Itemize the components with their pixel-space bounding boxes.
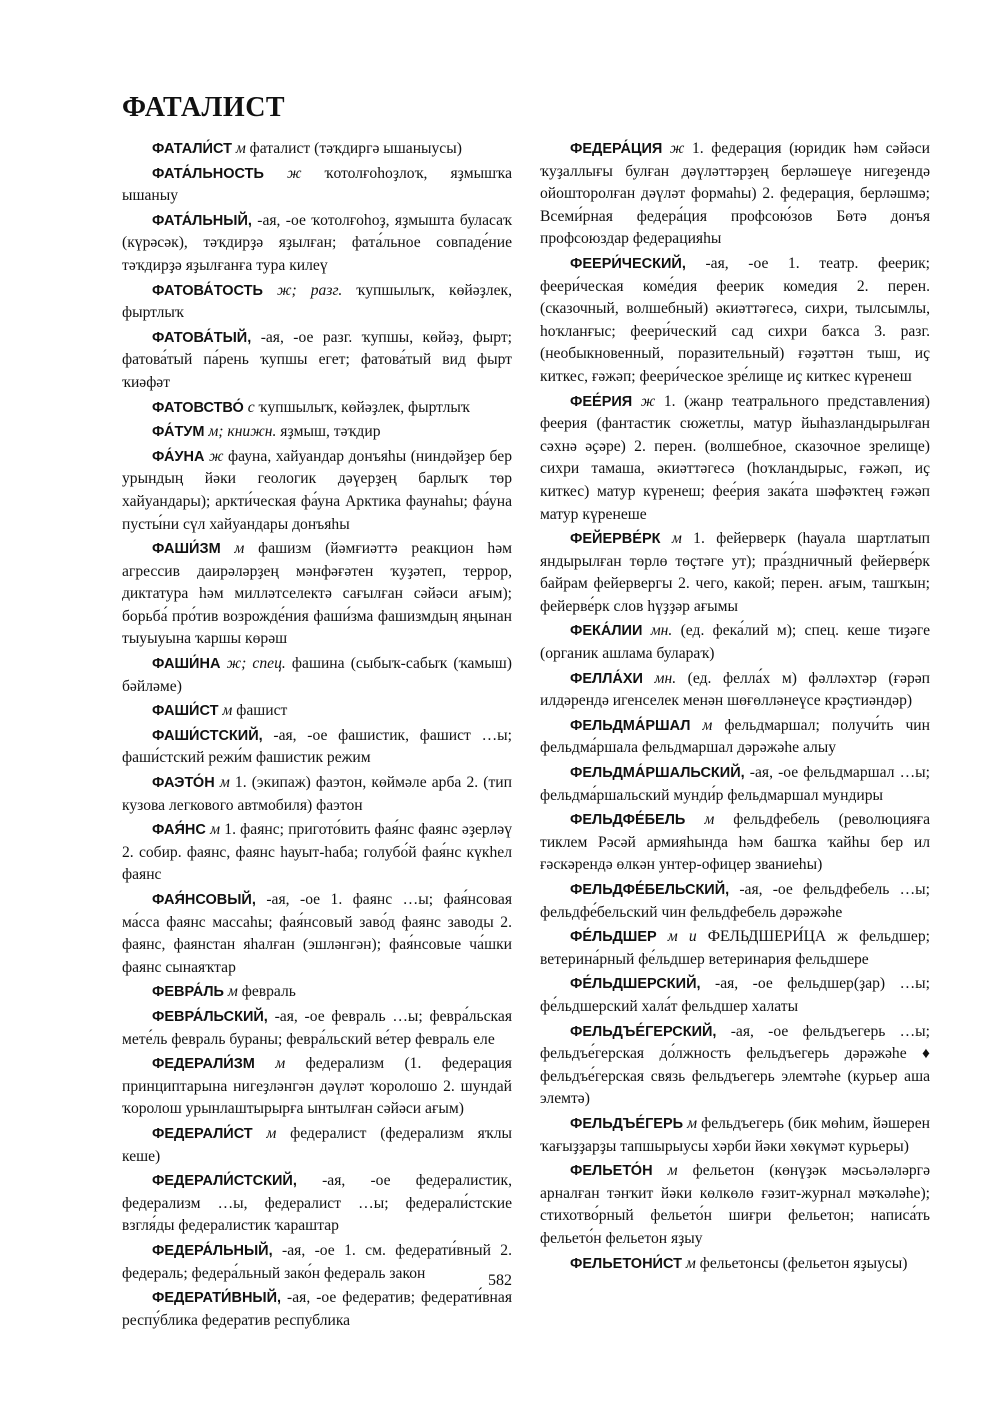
entry-text: фауна, хайуандар донъяһы (ниндәйҙер бер урындың йәки геологик дәүерҙең барлыҡ төр хайуандары); аркти́ческая фа́уна Арктика фаунаһы; фа́уна пусты́ни сүл хайуандары донъяһы — [122, 447, 512, 533]
dictionary-entry — [122, 981, 512, 1004]
entry-text: 1. (жанр театрального представления) феерия (фантастик сюжетлы, матур йыһазландырылған сәхнә әҫәре) 2. перен. (волшебное, сказочное зрелище) сихри тамаша, әкиәттәгесә (һоҡландырыс, ғәжәп, иҫ киткес) матур күренеш; фее́рия зака́та шәфәҡтең ғәжәп матур күренеше — [540, 392, 930, 523]
dictionary-entry — [122, 653, 512, 698]
dictionary-entry — [540, 620, 930, 665]
entry-headword: ФЕЛЬДФЕ́БЕЛЬСКИЙ, — [570, 882, 730, 898]
entry-headword: ФА́УНА — [152, 448, 205, 465]
entry-text: фельетон (көнүҙәк мәсьәләләргә арналған тәнҡит йәки көлкөлө ғәзит-журнал мәҡәләһе); стихотво́рный фельето́н шиғри фельетон; написа́ть фельето́н фельетон яҙыу — [540, 1162, 930, 1247]
entry-label: м — [235, 140, 246, 157]
entry-text: -ая, -ое фельдфебель …ы; фельдфе́бельский чин фельдфебель дәрәжәһе — [540, 881, 930, 921]
page-header: ФАТАЛИСТ — [122, 92, 286, 123]
dictionary-entry — [540, 253, 930, 389]
dictionary-entry — [540, 1113, 930, 1158]
entry-text: фаталист (тәҡдиргә ышаныусы) — [245, 140, 462, 157]
entry-headword: ФАШИ́НА — [152, 656, 221, 673]
entry-text: -ая, -ое 1. фаянс …ы; фая́нсовая ма́сса фаянс массаһы; фая́нсовый заво́д фаянс заводы 2. фаянс, фаянстан яһалған (эшләнгән); фая́нсовые ча́шки фаянс сынаяҡтар — [122, 891, 512, 976]
entry-label: м — [222, 702, 233, 720]
entry-text: фельдъегерь (бик мөһим, йәшерен ҡағыҙҙарҙы тапшырыусы хәрби йәки хөкүмәт курьеры) — [540, 1114, 930, 1155]
entry-text: -ая, -ое федералистик, федерализм …ы, федералист …ы; федерали́стские взгля́ды федералистик ҡараштар — [122, 1172, 512, 1235]
entry-headword: ФЕДЕРАЛИ́ЗМ — [152, 1056, 255, 1073]
entry-label: м — [227, 983, 238, 1001]
entry-text: февраль — [237, 983, 296, 1001]
dictionary-entry — [122, 1123, 512, 1168]
entry-text: 1. фейерверк (һауала шартлатып яндырылған төрлө төҫтәге ут); пра́здничный фейерве́рк байрам фейервергы 2. чего, какой; перен. ағым, ташҡын; фейерве́рк слов һүҙҙәр ағымы — [540, 530, 930, 615]
entry-headword: ФЕЛЛА́ХИ — [570, 670, 643, 687]
dictionary-entry — [122, 700, 512, 723]
entry-text: 1. федерация (юридик һәм сәйәси ҡуҙаллығы булған дәүләттәрҙең берләшеүе нигеҙендә ойошторолған дәүләт формаһы) 2. федерация, берләшмә; Всеми́рная федера́ция профсою́зов Бөтә донъя профсоюздар федерацияһы — [540, 140, 930, 248]
entry-label: м — [685, 1254, 696, 1272]
dictionary-entry — [540, 138, 930, 251]
entry-headword: ФЕЛЬДФЕ́БЕЛЬ — [570, 812, 686, 829]
entry-headword: ФЕ́ЛЬДШЕР — [570, 929, 657, 946]
dictionary-entry — [122, 446, 512, 536]
dictionary-entry — [540, 391, 930, 527]
entry-headword: ФАШИ́СТ — [152, 703, 219, 720]
entry-headword: ФА́ТУМ — [152, 424, 205, 441]
entry-label: м; книжн. — [208, 423, 277, 441]
entry-label: м — [687, 1114, 698, 1132]
dictionary-entry — [122, 1170, 512, 1238]
entry-label: м — [266, 1124, 277, 1142]
entry-text: фельдмаршал; получи́ть чин фельдма́ршала фельдмаршал дәрәжәһе алыу — [540, 716, 930, 757]
entry-headword: ФЕЛЬДЪЕ́ГЕРСКИЙ, — [570, 1023, 717, 1040]
entry-text: ҡотолғоһоҙлоҡ, яҙмышҡа ышаныу — [122, 164, 512, 205]
entry-label: м — [219, 774, 230, 792]
dictionary-entry — [540, 879, 930, 924]
entry-label: м — [210, 821, 221, 839]
entry-headword: ФАТОВА́ТОСТЬ — [152, 282, 263, 299]
entry-headword: ФАТОВСТВО́ — [152, 399, 244, 416]
entry-headword: ФЕКА́ЛИИ — [570, 623, 643, 640]
entry-headword: ФЕЛЬДЪЕ́ГЕРЬ — [570, 1115, 684, 1132]
entry-label: м — [704, 811, 715, 829]
entry-text: -ая, -ое фельдъегерь …ы; фельдъе́герская до́лжность фельдъегерь дәрәжәһе ♦ фельдъе́герская связь фельдъегерь элемтәһе (курьер аша элемтә) — [540, 1022, 930, 1108]
entry-label: м — [667, 1162, 678, 1180]
entry-label: м и — [667, 928, 697, 946]
right-column — [540, 138, 930, 1277]
entry-label: ж — [640, 392, 656, 410]
page-number: 582 — [488, 1272, 512, 1289]
entry-text: (ед. фека́лий м); спец. кеше тиҙәге (органик ашлама булараҡ) — [540, 622, 930, 663]
dictionary-entry — [122, 538, 512, 651]
entry-text: фашист — [232, 702, 288, 720]
entry-headword: ФЕДЕРА́ЦИЯ — [570, 141, 663, 157]
entry-label: ж; спец. — [226, 655, 286, 673]
entry-headword: ФЕВРА́ЛЬ — [152, 984, 224, 1001]
dictionary-entry — [122, 819, 512, 887]
entry-headword: ФЕДЕРА́ЛЬНЫЙ, — [152, 1242, 273, 1259]
entry-text: ҡупшылыҡ, көйәҙлек, фыртлыҡ — [254, 398, 470, 416]
entry-label: ж — [286, 164, 302, 182]
dictionary-entry — [540, 762, 930, 807]
dictionary-entry — [122, 210, 512, 278]
entry-text: 1. фаянс; пригото́вить фая́нс фаянс әҙерләү 2. собир. фаянс, фаянс һауыт-һаба; голубо́й фая́нс күкһел фаянс — [122, 821, 513, 884]
dictionary-entry — [540, 926, 930, 971]
dictionary-entry — [540, 973, 930, 1018]
entry-text: яҙмыш, тәҡдир — [276, 423, 381, 441]
entry-text: -ая, -ое февраль …ы; февра́льская мете́ль февраль бураны; февра́льский ве́тер февраль еле — [122, 1007, 512, 1048]
entry-headword: ФЕЛЬЕТО́Н — [570, 1163, 653, 1180]
entry-text: 1. (экипаж) фаэтон, көймәле арба 2. (тип кузова легкового автмобиля) фаэтон — [122, 774, 512, 814]
entry-headword: ФАШИ́СТСКИЙ, — [152, 727, 263, 744]
entry-headword: ФАШИ́ЗМ — [152, 541, 221, 558]
dictionary-entry — [122, 1006, 512, 1051]
dictionary-entry — [122, 725, 512, 770]
dictionary-entry — [540, 809, 930, 877]
dictionary-entry — [122, 889, 512, 979]
entry-text: ФЕЛЬДШЕРИ́ЦА ж фельдшер; ветерина́рный фе́льдшер ветеринария фельдшере — [540, 928, 930, 968]
entry-headword: ФАТА́ЛЬНЫЙ, — [152, 212, 252, 229]
entry-headword: ФАЯ́НСОВЫЙ, — [152, 892, 256, 908]
entry-headword: ФЕДЕРАЛИ́СТ — [152, 1125, 253, 1142]
entry-text: федерализм (1. федерация принциптарына нигеҙләнгән дәүләт ҡоролошо 2. шундай ҡоролош урынлаштырырға ынтылған сәйәси ағым) — [122, 1055, 512, 1118]
entry-headword: ФАЯ́НС — [152, 822, 206, 839]
entry-label: мн. — [654, 669, 677, 687]
entry-text: федералист (федерализм яҡлы кеше) — [122, 1124, 512, 1165]
dictionary-entry — [122, 772, 512, 817]
entry-text: -ая, -ое фельдмаршал …ы; фельдма́ршальский мунди́р фельдмаршал мундиры — [540, 764, 930, 804]
entry-headword: ФАТА́ЛЬНОСТЬ — [152, 165, 264, 182]
entry-label: м — [234, 540, 245, 558]
dictionary-entry — [122, 327, 512, 395]
entry-label: м — [702, 716, 713, 734]
entry-text: (ед. фелла́х м) фәлләхтәр (ғәрәп илдәрендә игенселек менән шөғөлләнеүсе крәҫтиәндәр) — [540, 669, 931, 710]
dictionary-entry — [122, 138, 512, 161]
dictionary-entry — [122, 280, 512, 325]
entry-label: м — [671, 530, 682, 548]
dictionary-entry — [122, 421, 512, 444]
dictionary-entry — [540, 668, 930, 713]
entry-text: -ая, -ое фашистик, фашист …ы; фаши́стский режи́м фашистик режим — [122, 726, 512, 767]
dictionary-entry — [122, 1053, 512, 1121]
entry-label: мн. — [650, 622, 673, 640]
entry-text: -ая, -ое 1. театр. феерик; феери́ческая коме́дия феерик комедия 2. перен. (сказочный, волшебный) әкиәттәгесә, сихри, тылсымлы, һоҡланғыс; феери́ческий сад сихри баҡса 3. разг. (необыкновенный, поразительный) ғәҙәттән тыш, иҫ киткес, ғәжәп; феери́ческое зре́лище иҫ киткес күренеш — [540, 254, 931, 385]
entry-headword: ФАТАЛИ́СТ — [152, 141, 232, 157]
entry-headword: ФЕДЕРАЛИ́СТСКИЙ, — [152, 1173, 297, 1190]
entry-text: фашина (сыбыҡ-сабыҡ (ҡамыш) бәйләме) — [122, 655, 512, 695]
entry-headword: ФАТОВА́ТЫЙ, — [152, 329, 252, 346]
dictionary-entry — [122, 397, 512, 420]
dictionary-entry — [122, 1287, 512, 1332]
entry-label: м — [275, 1055, 286, 1073]
entry-headword: ФАЭТО́Н — [152, 775, 215, 792]
entry-headword: ФЕЕРИ́ЧЕСКИЙ, — [570, 255, 686, 272]
entry-text: фельетонсы (фельетон яҙыусы) — [695, 1254, 908, 1272]
entry-text: -ая, -ое федератив; федерати́вная респу́блика федератив республика — [122, 1289, 512, 1329]
left-column — [122, 138, 512, 1334]
entry-headword: ФЕВРА́ЛЬСКИЙ, — [152, 1008, 268, 1025]
dictionary-entry — [540, 715, 930, 760]
dictionary-entry — [122, 163, 512, 208]
entry-label: с — [247, 398, 255, 416]
entry-headword: ФЕДЕРАТИ́ВНЫЙ, — [152, 1290, 282, 1307]
entry-text: -ая, -ое ҡотолғоһоҙ, яҙмышта буласаҡ (күрәсәк), тәҡдирҙә яҙылған; фата́льное совпаде́ние тәҡдирҙә яҙылғанға тура килеү — [122, 211, 512, 274]
entry-label: ж — [669, 140, 685, 157]
entry-text: фельдфебель (революцияға тиклем Рәсәй армияһында һәм башҡа ҡайһы бер ил ғәскәрендә өлкән унтер-офицер званиеһы) — [540, 811, 930, 874]
entry-text: -ая, -ое 1. см. федерати́вный 2. федераль; федера́льный зако́н федераль закон — [122, 1241, 512, 1282]
dictionary-entry — [540, 1160, 930, 1250]
entry-headword: ФЕЕ́РИЯ — [570, 393, 633, 410]
entry-label: ж — [208, 447, 224, 465]
entry-text: ҡупшылыҡ, көйәҙлек, фыртлыҡ — [122, 281, 512, 322]
dictionary-entry — [540, 1021, 930, 1111]
entry-text: фашизм (йәмғиәттә реакцион һәм агрессив даирәләрҙең мәнфәғәтен ҡуҙәтеп, террор, диктатура һәм милләтселектә сағылған сәйәси ағым); борьба́ про́тив возрожде́ния фаши́зма фашизмдың яңынан тыуыуына ҡаршы көрәш — [122, 540, 512, 648]
entry-headword: ФЕ́ЛЬДШЕРСКИЙ, — [570, 976, 701, 993]
entry-label: ж; разг. — [277, 281, 343, 299]
entry-headword: ФЕЛЬДМА́РШАЛ — [570, 717, 691, 734]
entry-text: -ая, -ое разг. ҡупшы, көйәҙ, фырт; фатова́тый па́рень ҡупшы егет; фатова́тый вид фырт ҡиәфәт — [122, 328, 512, 391]
entry-headword: ФЕЛЬЕТОНИ́СТ — [570, 1255, 682, 1272]
entry-text: -ая, -ое фельдшер(ҙар) …ы; фе́льдшерский хала́т фельдшер халаты — [540, 975, 930, 1015]
entry-headword: ФЕЛЬДМА́РШАЛЬСКИЙ, — [570, 765, 745, 782]
dictionary-entry — [540, 528, 930, 618]
entry-headword: ФЕЙЕРВЕ́РК — [570, 531, 661, 548]
